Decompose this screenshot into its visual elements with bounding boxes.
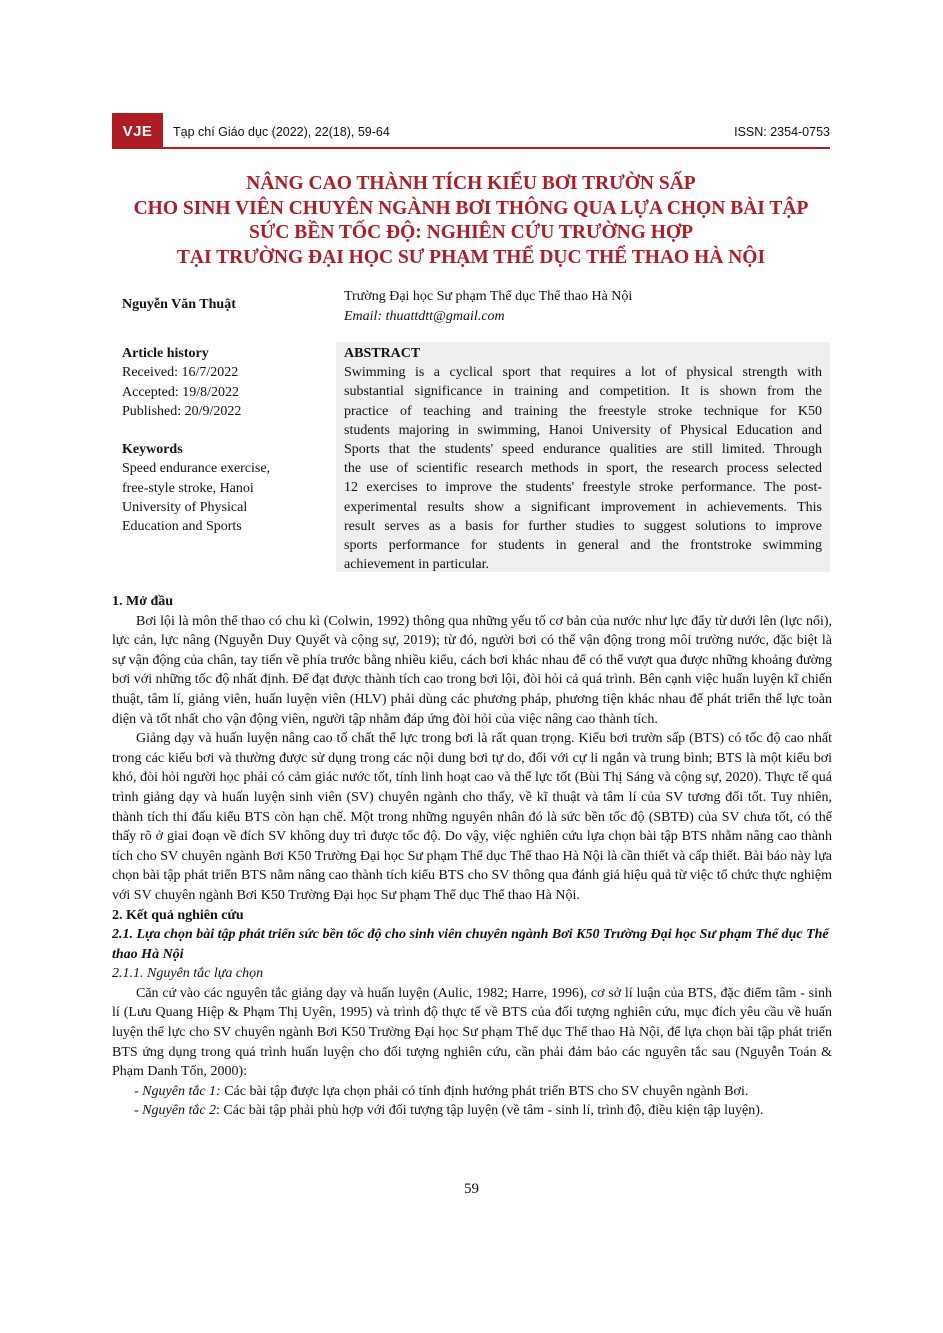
keyword-line: University of Physical [122,500,248,516]
abstract-line: 12 exercises to improve the students' freestyle stroke performance. The post- [344,480,822,496]
journal-logo: VJE [112,113,163,149]
accepted-date: Accepted: 19/8/2022 [122,384,240,400]
paragraph: Bơi lội là môn thể thao có chu kì (Colwin, 1992) thông qua những yếu tố cơ bản của nước như lực đẩy từ dưới lên (lực nổi), lực cản, lực nâng (Nguyễn Duy Quyết và cộng sự, 2019); từ đó, người bơi có thể vận động trong môi trường nước, đặc biệt là sự vận động của chân, tay tiến về phía trước bằng nhiều kiểu, cách bơi khác nhau để có thể vượt qua được những khoảng đường bơi với những tốc độ nhất định. Để đạt được thành tích cao trong bơi lội, đòi hỏi cả quá trình. Bên cạnh việc huấn luyện kĩ chiến thuật, tâm lí, giảng viên, huấn luyện viên (HLV) phải dùng các phương pháp, phương tiện khác nhau để phát triển thể lực toàn diện và tốt nhất cho vận động viên, người tập nhằm đáp ứng đòi hỏi của việc nâng cao thành tích. [112,613,832,727]
paragraph: Căn cứ vào các nguyên tắc giảng dạy và huấn luyện (Aulic, 1982; Harre, 1996), cơ sở lí luận của BTS, đặc điểm tâm - sinh lí (Lưu Quang Hiệp & Phạm Thị Uyên, 1995) và trình độ thực tế về BTS của đối tượng nghiên cứu, mục đích yêu cầu về huấn luyện thể lực cho SV chuyên ngành Bơi K50 Trường Đại học Sư phạm Thể dục Thể thao Hà Nội, để lựa chọn bài tập phát triển BTS ứng dụng trong quá trình huấn luyện cho đối tượng nghiên cứu, cần phải đảm bảo các nguyên tắc sau (Nguyễn Toán & Phạm Danh Tốn, 2000): [112,985,832,1080]
principle-label: Nguyên tắc 1: [142,1083,221,1099]
author-affiliation [344,287,632,327]
article-title [90,172,852,270]
article-body [112,592,832,1121]
title-line: CHO SINH VIÊN CHUYÊN NGÀNH BƠI THÔNG QUA LỰA CHỌN BÀI TẬP [133,197,809,219]
paragraph: Giảng dạy và huấn luyện nâng cao tố chất thể lực trong bơi là rất quan trọng. Kiểu bơi trườn sấp (BTS) có tốc độ cao nhất trong các kiểu bơi và thường được sử dụng trong các nội dung bơi tự do, đối với cự li ngắn và trung bình; BTS là một kiểu bơi khó, đòi hỏi người học phải có cảm giác nước tốt, tính linh hoạt cao và thể lực tốt (Bùi Thị Sáng và cộng sự, 2020). Thực tế quá trình giảng dạy và huấn luyện sinh viên (SV) chuyên ngành cho thấy, về kĩ thuật và tâm lí của SV tương đối tốt. Tuy nhiên, thành tích thi đấu kiểu BTS còn hạn chế. Một trong những nguyên nhân đó là sức bền tốc độ (SBTĐ) của SV chưa tốt, có thể thấy rõ ở giai đoạn về đích SV không duy trì được tốc độ. Do vậy, việc nghiên cứu lựa chọn bài tập BTS nhằm nâng cao thành tích cho SV chuyên ngành Bơi K50 Trường Đại học Sư phạm Thể dục Thể thao Hà Nội là cần thiết và cấp thiết. Bài báo này lựa chọn bài tập phát triển BTS nằm nâng cao thành tích kiểu BTS cho SV thông qua đánh giá hiệu quả từ việc tổ chức thực nghiệm với SV chuyên ngành Bơi K50 Trường Đại học Sư phạm Thể dục Thể thao Hà Nội. [112,731,832,903]
abstract-line: achievement in particular. [344,557,489,573]
page-number: 59 [464,1181,479,1197]
journal-citation: Tạp chí Giáo dục (2022), 22(18), 59-64 [173,125,390,139]
title-line: TẠI TRƯỜNG ĐẠI HỌC SƯ PHẠM THỂ DỤC THỂ THAO HÀ NỘI [176,246,766,268]
published-date: Published: 20/9/2022 [122,403,242,419]
author-name: Nguyễn Văn Thuật [122,297,236,312]
title-line: NÂNG CAO THÀNH TÍCH KIỂU BƠI TRƯỜN SẤP [246,173,696,194]
affiliation: Trường Đại học Sư phạm Thể dục Thể thao Hà Nội [344,289,633,304]
header-rule [163,147,830,149]
abstract-line: students majoring in swimming, Hanoi University of Physical Education and [344,422,822,438]
keyword-line: Education and Sports [122,519,242,535]
principle-label: Nguyên tắc 2 [142,1103,217,1119]
subsection-heading: 2.1. Lựa chọn bài tập phát triển sức bền tốc độ cho sinh viên chuyên ngành Bơi K50 Trường Đại học Sư phạm Thể dục Thể thao Hà Nội [112,927,829,962]
subsubsection-heading: 2.1.1. Nguyên tắc lựa chọn [112,966,264,982]
journal-header [112,113,830,149]
abstract-heading: ABSTRACT [344,346,421,361]
principle-text: : Các bài tập phải phù hợp với đối tượng tập luyện (về tâm - sinh lí, trình độ, điều kiện tập luyện). [216,1103,764,1119]
abstract-line: practice of teaching and training the freestyle stroke technique for K50 [344,403,822,419]
abstract-box [336,342,830,572]
keyword-line: free-style stroke, Hanoi [122,480,254,496]
keyword-line: Speed endurance exercise, [122,461,271,477]
abstract-line: Swimming is a cyclical sport that requires a lot of physical strength with [344,365,822,381]
abstract-line: result serves as a basis for further studies to suggest solutions to improve [344,518,822,534]
author-email[interactable]: Email: thuattdtt@gmail.com [344,309,505,324]
abstract-line: Sports that the students' speed endurance qualities are still limited. Through [344,442,822,458]
abstract-line: experimental results show a significant improvement in achievements. This [344,499,822,515]
section-heading-results: 2. Kết quả nghiên cứu [112,907,244,923]
principle-text: Các bài tập được lựa chọn phải có tính định hướng phát triển BTS cho SV chuyên ngành Bơi. [224,1083,749,1099]
abstract-line: the use of scientific research methods in sport, the research process selected [344,461,822,477]
received-date: Received: 16/7/2022 [122,365,239,381]
abstract-line: sports performance for students in general and the frontstroke swimming [344,538,822,554]
section-heading-intro: 1. Mở đầu [112,594,174,609]
abstract-line: substantial significance in training and competition. It is shown from the [344,384,822,400]
principle-item: - Nguyên tắc 1: Các bài tập được lựa chọn phải có tính định hướng phát triển BTS cho SV chuyên ngành Bơi. [134,1083,749,1099]
article-info-sidebar [122,344,312,537]
principle-item: - Nguyên tắc 2: Các bài tập phải phù hợp với đối tượng tập luyện (về tâm - sinh lí, trình độ, điều kiện tập luyện). [134,1103,764,1119]
title-line: SỨC BỀN TỐC ĐỘ: NGHIÊN CỨU TRƯỜNG HỢP [248,222,693,243]
article-history-heading: Article history [122,346,209,361]
issn: ISSN: 2354-0753 [734,125,830,139]
keywords-heading: Keywords [122,442,183,458]
